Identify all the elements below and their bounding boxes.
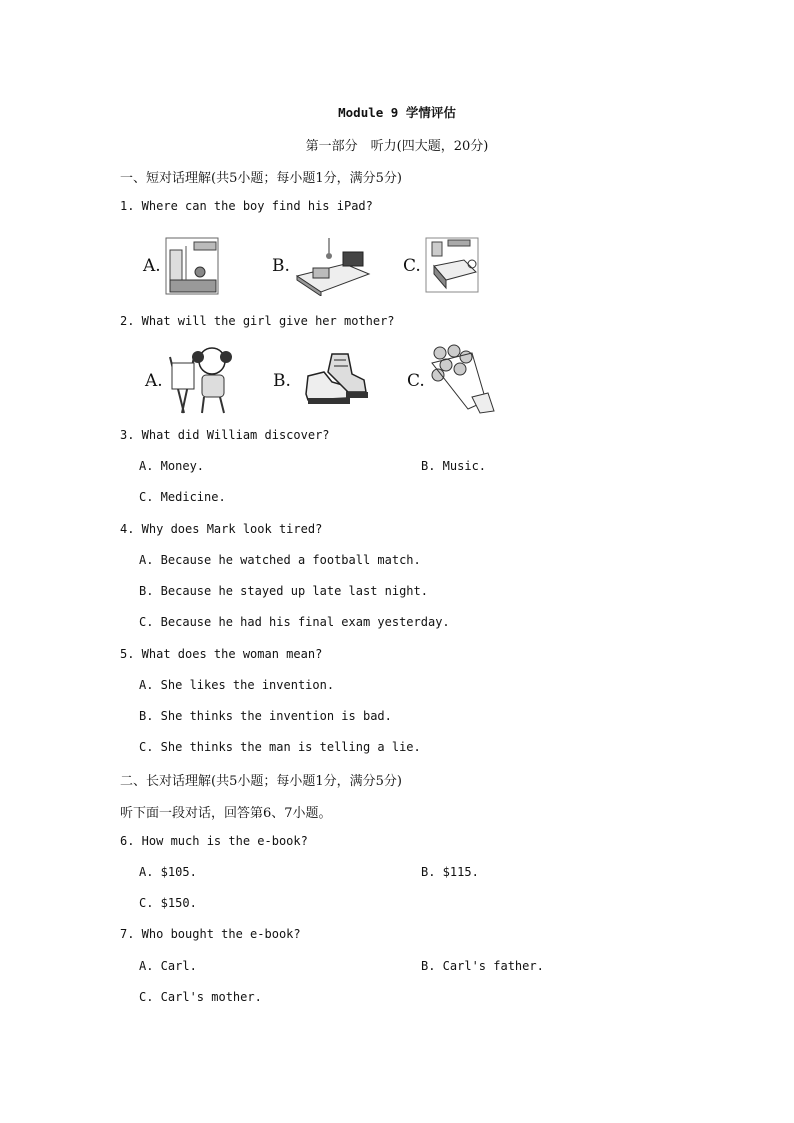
q3-option-b: B. Music. bbox=[421, 459, 487, 473]
q4-option-a: A. Because he watched a football match. bbox=[139, 553, 421, 567]
q4-option-b: B. Because he stayed up late last night. bbox=[139, 584, 428, 598]
q3-option-c: C. Medicine. bbox=[139, 490, 226, 504]
bedroom-picture bbox=[424, 236, 480, 294]
kitchen-picture bbox=[164, 236, 220, 296]
q5-option-c: C. She thinks the man is telling a lie. bbox=[139, 740, 421, 754]
question-6: 6. How much is the e-book? bbox=[120, 834, 308, 848]
section2-heading: 二、长对话理解(共5小题；每小题1分，满分5分) bbox=[120, 774, 402, 789]
q5-option-a: A. She likes the invention. bbox=[139, 678, 335, 692]
question-5: 5. What does the woman mean? bbox=[120, 647, 323, 661]
girl-drawing-picture bbox=[166, 343, 240, 415]
q5-option-b: B. She thinks the invention is bad. bbox=[139, 709, 392, 723]
question-3: 3. What did William discover? bbox=[120, 428, 330, 442]
q1-option-a-label: A. bbox=[143, 256, 161, 276]
q3-option-a: A. Money. bbox=[139, 459, 205, 473]
q1-option-c-label: C. bbox=[403, 256, 421, 276]
shoes-picture bbox=[302, 348, 370, 406]
question-1: 1. Where can the boy find his iPad? bbox=[120, 199, 373, 213]
section2-instruction: 听下面一段对话，回答第6、7小题。 bbox=[120, 806, 332, 821]
q7-option-c: C. Carl's mother. bbox=[139, 990, 262, 1004]
q6-option-a: A. $105. bbox=[139, 865, 197, 879]
living-room-picture bbox=[295, 236, 371, 296]
section1-heading: 一、短对话理解(共5小题；每小题1分，满分5分) bbox=[120, 171, 402, 186]
flowers-picture bbox=[428, 343, 498, 415]
question-2: 2. What will the girl give her mother? bbox=[120, 314, 395, 328]
question-7: 7. Who bought the e-book? bbox=[120, 927, 301, 941]
q7-option-a: A. Carl. bbox=[139, 959, 197, 973]
q7-option-b: B. Carl's father. bbox=[421, 959, 544, 973]
q6-option-b: B. $115. bbox=[421, 865, 479, 879]
q6-option-c: C. $150. bbox=[139, 896, 197, 910]
q2-option-a-label: A. bbox=[145, 371, 163, 391]
q1-option-b-label: B. bbox=[272, 256, 290, 276]
page-title: Module 9 学情评估 bbox=[338, 105, 456, 120]
q2-option-c-label: C. bbox=[407, 371, 425, 391]
question-4: 4. Why does Mark look tired? bbox=[120, 522, 323, 536]
q2-option-b-label: B. bbox=[273, 371, 291, 391]
q4-option-c: C. Because he had his final exam yesterday. bbox=[139, 615, 450, 629]
part-heading: 第一部分 听力(四大题，20分) bbox=[305, 139, 489, 154]
